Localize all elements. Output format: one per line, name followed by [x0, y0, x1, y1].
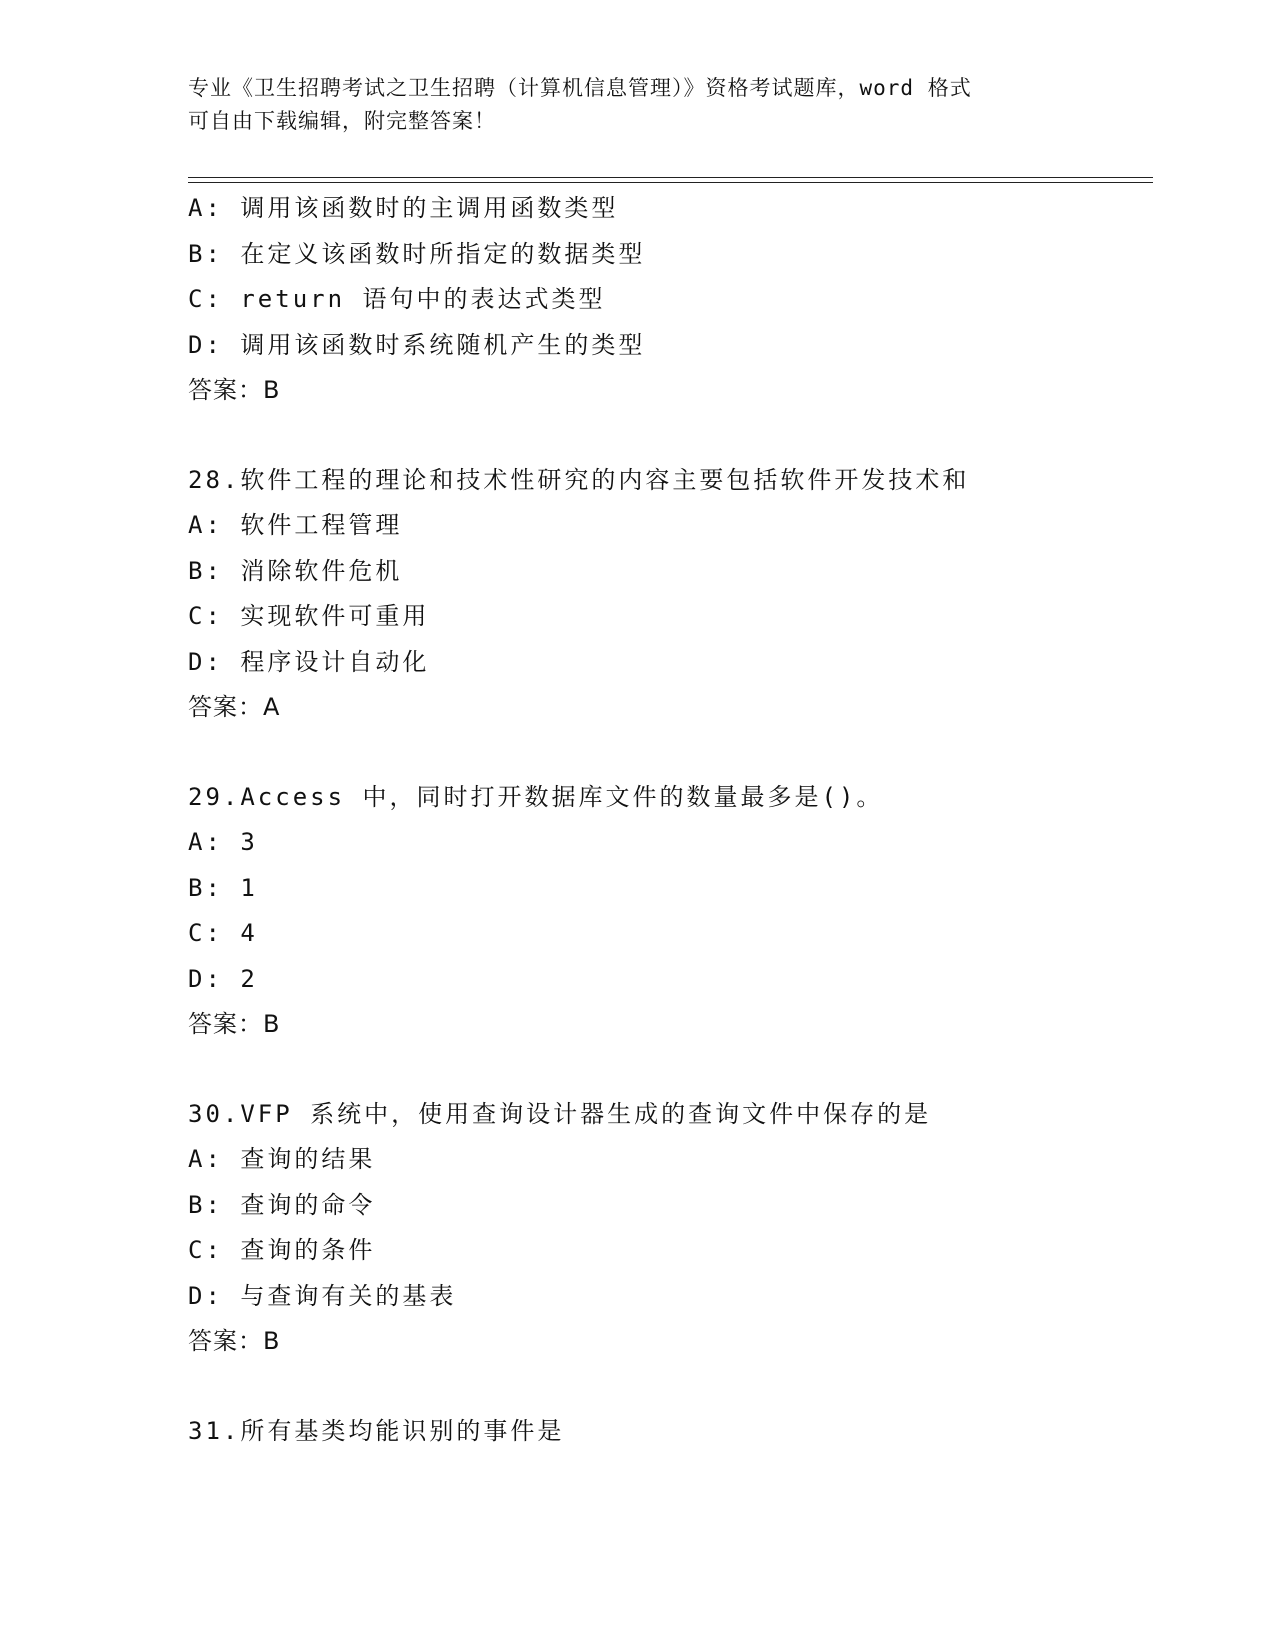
answer-line: 答案：A [188, 693, 281, 721]
option-d: D: 2 [188, 964, 258, 993]
answer-line: 答案：B [188, 1327, 281, 1355]
option-c: C: 查询的条件 [188, 1236, 376, 1264]
question-text: 28.软件工程的理论和技术性研究的内容主要包括软件开发技术和 [188, 465, 970, 494]
header-divider-bottom [188, 182, 1153, 183]
option-d: D: 调用该函数时系统随机产生的类型 [188, 330, 646, 359]
option-d: D: 与查询有关的基表 [188, 1281, 457, 1310]
question-27 [188, 186, 1148, 414]
option-c: C: return 语句中的表达式类型 [188, 285, 606, 313]
option-b: B: 消除软件危机 [188, 556, 403, 585]
spacer [188, 414, 1148, 458]
question-28 [188, 458, 1148, 731]
option-c: C: 4 [188, 919, 258, 947]
question-31 [188, 1409, 1148, 1455]
answer-line: 答案：B [188, 376, 281, 404]
option-b: B: 查询的命令 [188, 1190, 376, 1219]
option-a: A: 软件工程管理 [188, 511, 403, 539]
question-29 [188, 775, 1148, 1048]
question-text: 29.Access 中，同时打开数据库文件的数量最多是()。 [188, 782, 884, 811]
option-c: C: 实现软件可重用 [188, 602, 430, 630]
document-header [188, 72, 1068, 138]
option-d: D: 程序设计自动化 [188, 647, 430, 676]
header-divider-top [188, 177, 1153, 178]
spacer [188, 731, 1148, 775]
header-line-2: 可自由下载编辑，附完整答案！ [188, 109, 496, 133]
option-a: A: 3 [188, 828, 258, 856]
spacer [188, 1048, 1148, 1092]
question-text: 31.所有基类均能识别的事件是 [188, 1416, 565, 1445]
option-b: B: 在定义该函数时所指定的数据类型 [188, 239, 646, 268]
question-text: 30.VFP 系统中，使用查询设计器生成的查询文件中保存的是 [188, 1099, 932, 1128]
option-a: A: 调用该函数时的主调用函数类型 [188, 194, 619, 222]
question-30 [188, 1092, 1148, 1365]
header-line-1: 专业《卫生招聘考试之卫生招聘（计算机信息管理）》资格考试题库，word 格式 [188, 76, 972, 100]
answer-line: 答案：B [188, 1010, 281, 1038]
option-a: A: 查询的结果 [188, 1145, 376, 1173]
spacer [188, 1365, 1148, 1409]
question-list [188, 186, 1148, 1454]
option-b: B: 1 [188, 873, 258, 902]
